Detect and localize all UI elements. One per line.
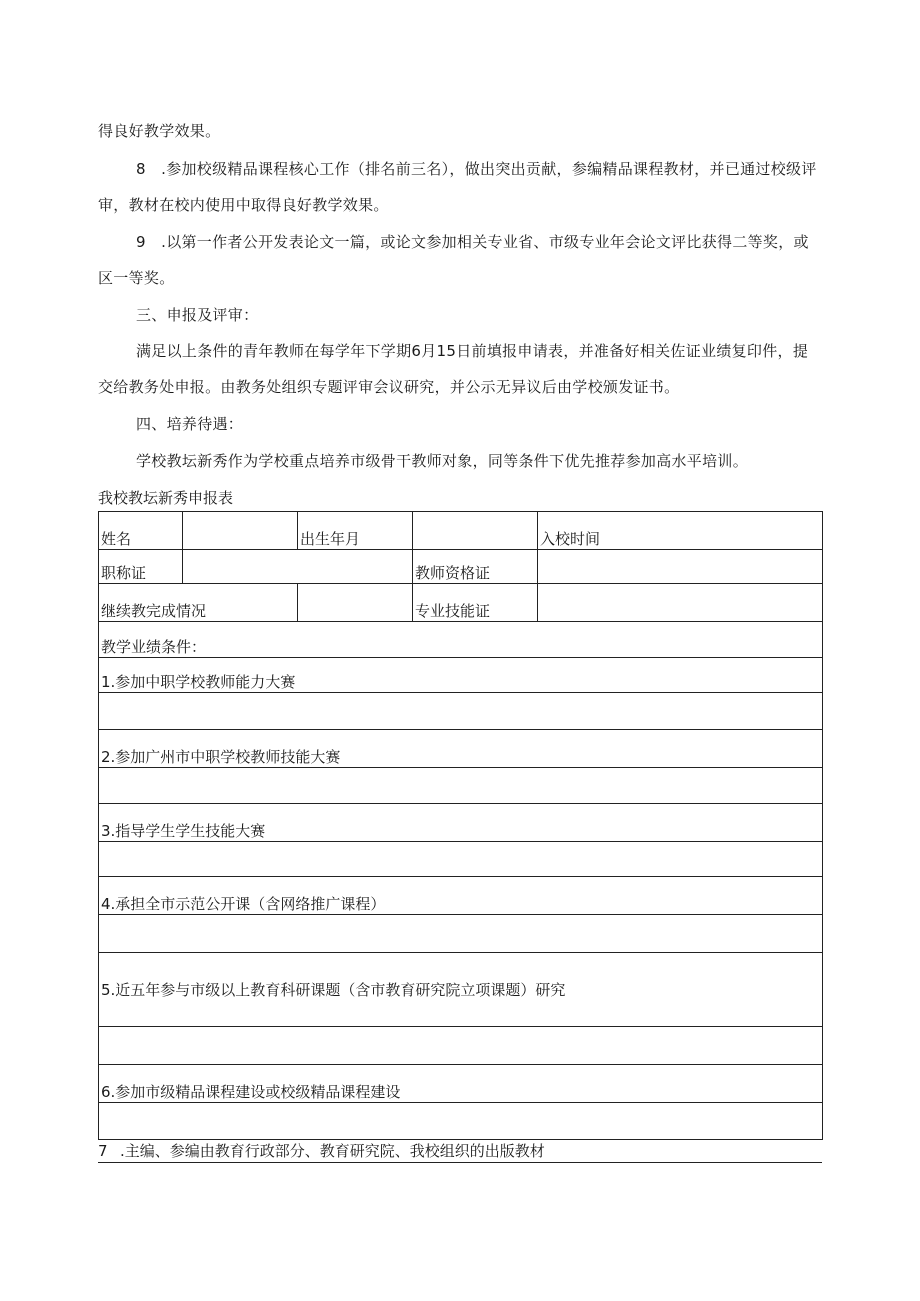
birth-value-cell[interactable] [413, 512, 538, 550]
section-heading-treatment: 四、培养待遇： [136, 415, 244, 433]
performance-item-4-input[interactable] [99, 915, 823, 953]
performance-item-7-number: 7 [98, 1142, 108, 1160]
application-form-table [98, 511, 823, 1140]
form-row-performance-heading [99, 622, 823, 658]
paragraph-treatment: 学校教坛新秀作为学校重点培养市级骨干教师对象，同等条件下优先推荐参加高水平培训。 [136, 452, 749, 470]
form-row-item-3 [99, 804, 823, 842]
paragraph-continuation: 得良好教学效果。 [98, 122, 221, 140]
performance-item-7 [98, 1138, 822, 1163]
skill-cert-value-cell[interactable] [538, 584, 823, 622]
teacher-cert-value-cell[interactable] [538, 550, 823, 584]
form-row-basic-info [99, 512, 823, 550]
paragraph-item-9: 9 .以第一作者公开发表论文一篇，或论文参加相关专业省、市级专业年会论文评比获得二等奖，或区一等奖。 [98, 233, 809, 287]
form-row-item-5 [99, 953, 823, 1027]
form-row-item-2 [99, 730, 823, 768]
cont-edu-label: 继续教完成情况 [99, 584, 298, 622]
name-value-cell[interactable] [183, 512, 298, 550]
performance-item-5: 5.近五年参与市级以上教育科研课题（含市教育研究院立项课题）研究 [99, 953, 823, 1027]
form-row-item-3-blank [99, 842, 823, 877]
paragraph-application: 满足以上条件的青年教师在每学年下学期6月15日前填报申请表，并准备好相关佐证业绩复印件，提交给教务处申报。由教务处组织专题评审会议研究，并公示无异议后由学校颁发证书。 [98, 342, 809, 396]
birth-label: 出生年月 [298, 512, 413, 550]
title-cert-label: 职称证 [99, 550, 183, 584]
teacher-cert-label: 教师资格证 [413, 550, 538, 584]
form-row-item-1-blank [99, 693, 823, 730]
performance-label: 教学业绩条件： [99, 622, 823, 658]
performance-item-5-input[interactable] [99, 1027, 823, 1065]
performance-item-2: 2.参加广州市中职学校教师技能大赛 [99, 730, 823, 768]
form-row-education [99, 584, 823, 622]
form-row-item-6 [99, 1065, 823, 1103]
performance-item-6-input[interactable] [99, 1103, 823, 1140]
form-row-item-4 [99, 877, 823, 915]
paragraph-item-8: 8 .参加校级精品课程核心工作（排名前三名），做出突出贡献，参编精品课程教材，并已通过校级评审，教材在校内使用中取得良好教学效果。 [98, 160, 817, 214]
form-row-item-6-blank [99, 1103, 823, 1140]
performance-item-3: 3.指导学生学生技能大赛 [99, 804, 823, 842]
performance-item-2-input[interactable] [99, 768, 823, 804]
performance-item-1-input[interactable] [99, 693, 823, 730]
section-heading-application: 三、申报及评审： [136, 306, 259, 324]
performance-item-7-text: .主编、参编由教育行政部分、教育研究院、我校组织的出版教材 [120, 1142, 545, 1160]
performance-item-6: 6.参加市级精品课程建设或校级精品课程建设 [99, 1065, 823, 1103]
form-caption: 我校教坛新秀申报表 [98, 489, 234, 507]
performance-item-3-input[interactable] [99, 842, 823, 877]
performance-item-1: 1.参加中职学校教师能力大赛 [99, 658, 823, 693]
performance-item-4: 4.承担全市示范公开课（含网络推广课程） [99, 877, 823, 915]
entry-time-label: 入校时间 [538, 512, 823, 550]
cont-edu-value-cell[interactable] [298, 584, 413, 622]
form-row-item-1 [99, 658, 823, 693]
title-cert-value-cell[interactable] [183, 550, 413, 584]
form-row-certificates [99, 550, 823, 584]
form-row-item-4-blank [99, 915, 823, 953]
name-label: 姓名 [99, 512, 183, 550]
form-row-item-2-blank [99, 768, 823, 804]
skill-cert-label: 专业技能证 [413, 584, 538, 622]
form-row-item-5-blank [99, 1027, 823, 1065]
